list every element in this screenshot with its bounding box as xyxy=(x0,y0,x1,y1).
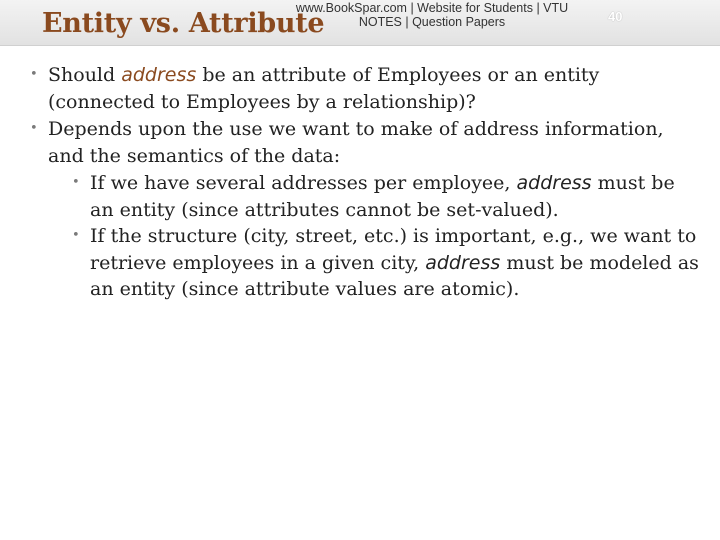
bullet-list xyxy=(30,62,700,303)
sub-bullet-item: • If the structure (city, street, etc.) is important, e.g., we want to retrieve employees in a given city, address must be modeled as an entity (since attribute values are atomic). xyxy=(72,225,699,300)
bullet-icon: • xyxy=(30,121,38,136)
bullet-icon: • xyxy=(30,67,38,82)
bullet-item: • Should address be an attribute of Employees or an entity (connected to Employees by a relationship)? xyxy=(30,64,600,113)
bullet-icon: • xyxy=(72,175,80,190)
emphasis-term: address xyxy=(121,64,197,86)
slide-content xyxy=(30,62,700,303)
sub-bullet-item: • If we have several addresses per employee, address must be an entity (since attributes cannot be set-valued). xyxy=(72,172,675,221)
bullet-icon: • xyxy=(72,228,80,243)
watermark-text: www.BookSpar.com | Website for Students | VTU NOTES | Question Papers xyxy=(295,1,569,29)
bullet-item: • Depends upon the use we want to make of address information, and the semantics of the data: xyxy=(30,118,664,167)
page-number: 40 xyxy=(608,9,623,24)
emphasis-term: address xyxy=(425,251,501,274)
slide-title: Entity vs. Attribute xyxy=(42,8,325,39)
emphasis-term: address xyxy=(516,172,592,194)
